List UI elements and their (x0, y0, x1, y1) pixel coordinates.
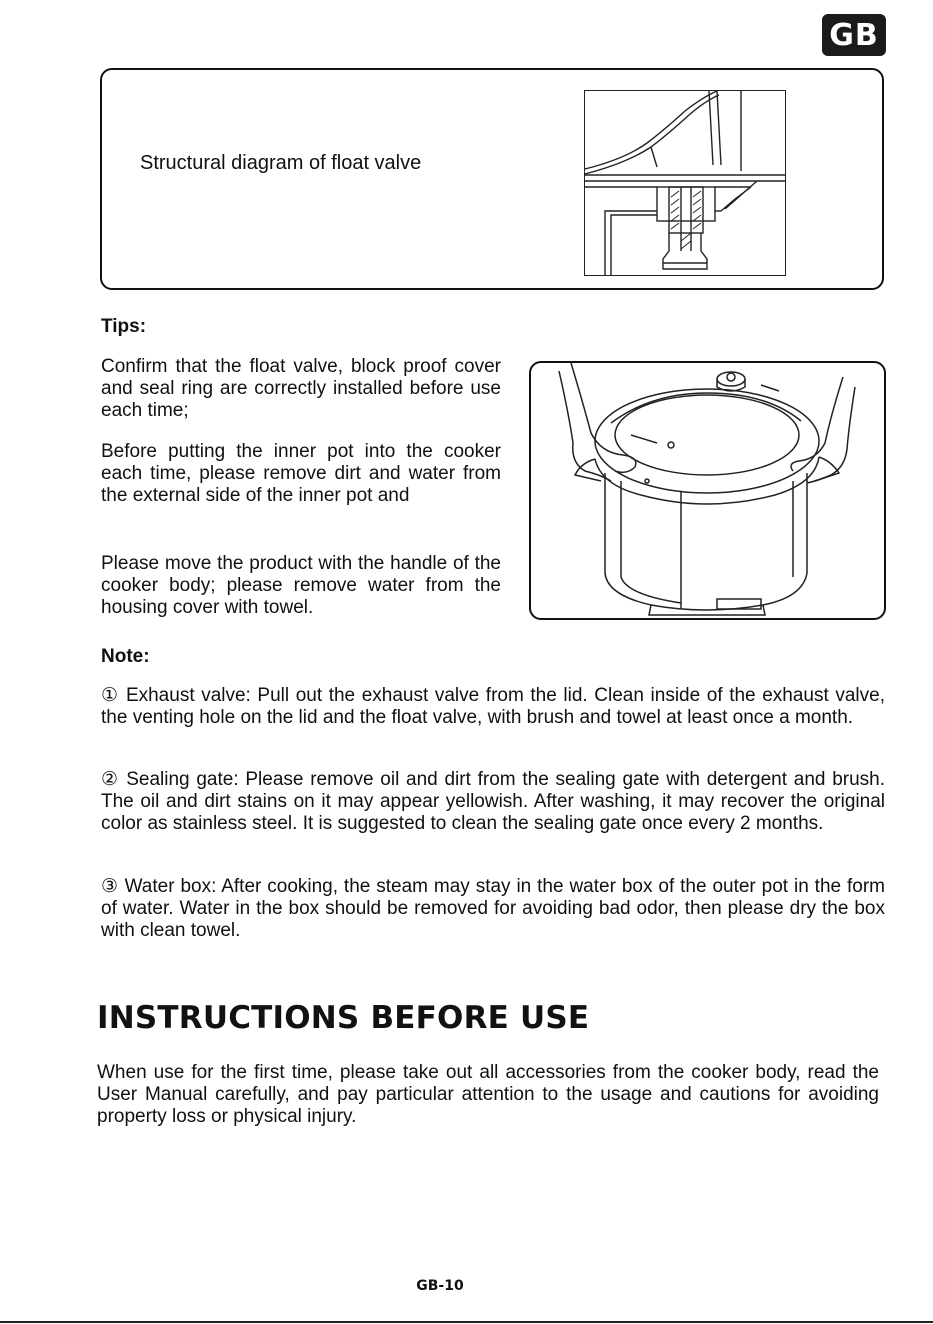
instructions-title: INSTRUCTIONS BEFORE USE (97, 1000, 590, 1036)
note-heading: Note: (101, 646, 150, 667)
float-valve-panel (100, 68, 884, 290)
pressure-cooker-icon (531, 363, 884, 618)
tips-item-2: Before putting the inner pot into the cooker each time, please remove dirt and water from the external side of the inner pot and (101, 441, 501, 506)
tips-heading: Tips: (101, 316, 147, 337)
float-valve-caption: Structural diagram of float valve (140, 152, 422, 174)
tips-item-1: Confirm that the float valve, block proof cover and seal ring are correctly installed before use each time; (101, 356, 501, 421)
instructions-body: When use for the first time, please take out all accessories from the cooker body, read the User Manual carefully, and pay particular attention to the usage and cautions for avoiding property loss or physical injury. (97, 1062, 879, 1127)
page-number: GB-10 (416, 1278, 464, 1294)
float-valve-drawing (585, 91, 785, 275)
note-item-exhaust-valve: ① Exhaust valve: Pull out the exhaust valve from the lid. Clean inside of the exhaust valve, the venting hole on the lid and the float valve, with brush and towel at least once a month. (101, 685, 885, 728)
note-item-sealing-gate: ② Sealing gate: Please remove oil and dirt from the sealing gate with detergent and brush. The oil and dirt stains on it may appear yellowish. After washing, it may recover the original color as stainless steel. It is suggested to clean the sealing gate once every 2 months. (101, 769, 885, 834)
language-badge: GB (822, 14, 886, 56)
float-valve-diagram-icon (584, 90, 786, 276)
note-item-water-box: ③ Water box: After cooking, the steam may stay in the water box of the outer pot in the form of water. Water in the box should be removed for avoiding bad odor, then please dry the box with clean towel. (101, 876, 885, 941)
bottom-divider (0, 1321, 933, 1323)
cooker-illustration-panel (529, 361, 886, 620)
tips-item-3: Please move the product with the handle of the cooker body; please remove water from the housing cover with towel. (101, 553, 501, 618)
